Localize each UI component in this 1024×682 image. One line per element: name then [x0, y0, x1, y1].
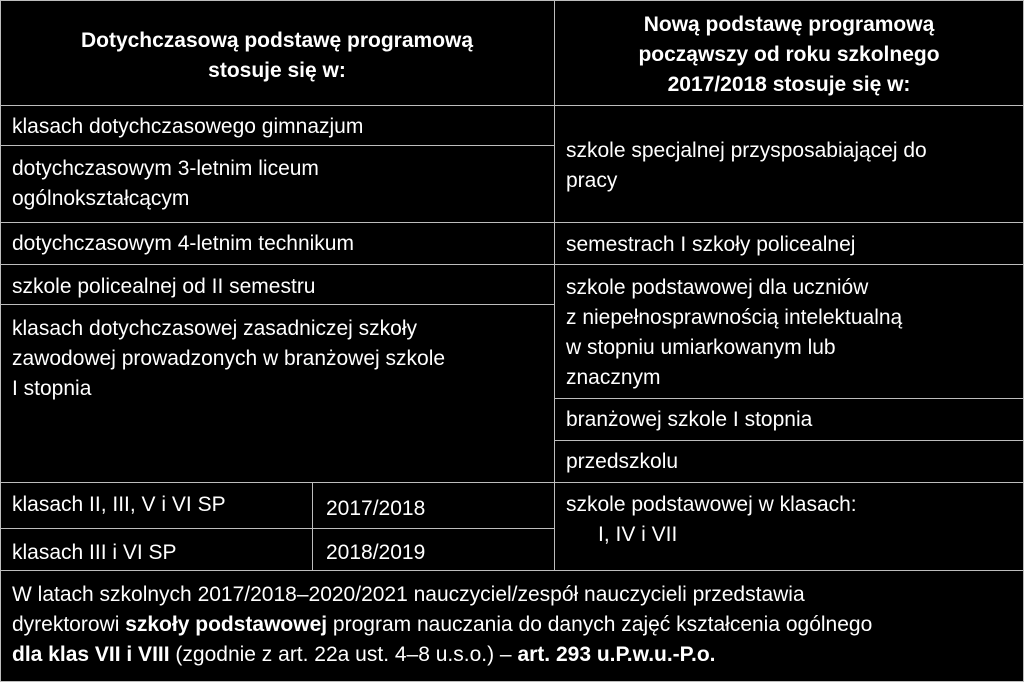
- left-sp1-year: 2017/2018: [326, 497, 426, 520]
- header-right: [554, 10, 1024, 100]
- header-right-line: począwszy od roku szkolnego: [638, 43, 940, 66]
- footer-line-2: [12, 610, 1012, 640]
- right-podstawowa-klasy-line: szkole podstawowej w klasach:: [566, 493, 857, 516]
- footer-bold: art. 293 u.P.w.u.-P.o.: [517, 643, 716, 666]
- right-podstawowa-line: znacznym: [566, 366, 661, 389]
- footer-bold: dla klas VII i VIII: [12, 643, 170, 666]
- left-policealna: szkole policealnej od II semestru: [12, 275, 316, 298]
- footer-note: [12, 580, 1012, 670]
- left-technikum: dotychczasowym 4-letnim technikum: [12, 232, 354, 255]
- left-sp1-label: klasach II, III, V i VI SP: [12, 493, 226, 516]
- right-podstawowa-klasy-line: I, IV i VII: [598, 523, 678, 546]
- left-liceum-line: ogólnokształcącym: [12, 187, 190, 210]
- footer-line-1: W latach szkolnych 2017/2018–2020/2021 nauczyciel/zespół nauczycieli przedstawia: [12, 583, 805, 606]
- header-left-line: Dotychczasową podstawę programową: [80, 29, 474, 52]
- footer-text: (zgodnie z art. 22a ust. 4–8 u.s.o.) –: [169, 643, 518, 666]
- left-liceum: [12, 154, 319, 214]
- right-podstawowa-line: w stopniu umiarkowanym lub: [566, 336, 836, 359]
- header-right-line: 2017/2018 stosuje się w:: [667, 73, 911, 96]
- right-branzowa: branżowej szkole I stopnia: [566, 408, 813, 431]
- left-sp2-year: 2018/2019: [326, 541, 426, 564]
- left-zasadnicza-line: klasach dotychczasowej zasadniczej szkoły: [12, 317, 418, 340]
- footer-line-3: [12, 640, 1012, 670]
- right-podstawowa-klasy: [566, 490, 857, 550]
- footer-text: dyrektorowi: [12, 613, 126, 636]
- right-specjalna: [566, 136, 927, 196]
- right-specjalna-line: szkole specjalnej przysposabiającej do: [566, 139, 927, 162]
- right-specjalna-line: pracy: [566, 169, 618, 192]
- left-zasadnicza: [12, 314, 445, 404]
- right-policealna: semestrach I szkoły policealnej: [566, 233, 856, 256]
- header-right-line: Nową podstawę programową: [643, 13, 935, 36]
- header-left: [0, 26, 554, 86]
- left-gimnazjum: klasach dotychczasowego gimnazjum: [12, 115, 364, 138]
- header-left-line: stosuje się w:: [208, 59, 346, 82]
- right-podstawowa-line: z niepełnosprawnością intelektualną: [566, 306, 903, 329]
- right-podstawowa-line: szkole podstawowej dla uczniów: [566, 276, 869, 299]
- left-sp2-label: klasach III i VI SP: [12, 541, 177, 564]
- right-podstawowa-niepelno: [566, 273, 902, 393]
- right-przedszkole: przedszkolu: [566, 450, 679, 473]
- left-liceum-line: dotychczasowym 3-letnim liceum: [12, 157, 319, 180]
- footer-text: program nauczania do danych zajęć kształcenia ogólnego: [327, 613, 873, 636]
- left-zasadnicza-line: zawodowej prowadzonych w branżowej szkole: [12, 347, 446, 370]
- footer-bold: szkoły podstawowej: [125, 613, 328, 636]
- left-zasadnicza-line: I stopnia: [12, 377, 92, 400]
